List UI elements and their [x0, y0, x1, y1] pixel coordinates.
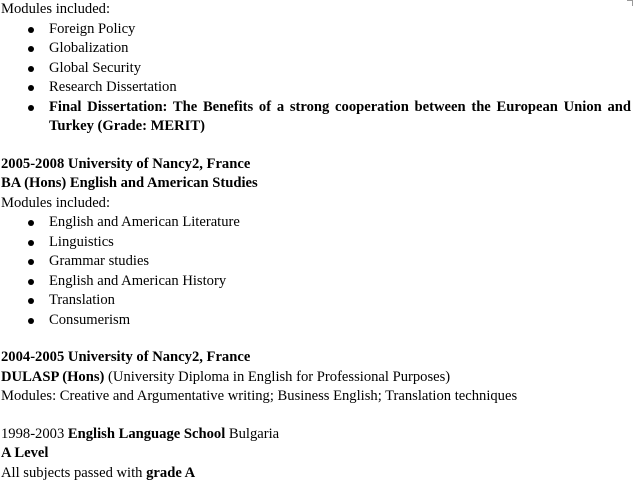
education-entry-header: [1, 155, 631, 175]
list-item: Consumerism: [1, 311, 631, 331]
entry-level: A Level: [1, 444, 631, 464]
modules-label: Modules included:: [1, 194, 631, 214]
entry-years: 1998-2003: [1, 426, 64, 442]
list-item: Translation: [1, 291, 631, 311]
entry-result: All subjects passed with grade A: [1, 464, 631, 483]
list-item: Foreign Policy: [1, 20, 631, 40]
modules-list-ma: [1, 20, 631, 137]
entry-years: 2005-2008: [1, 156, 64, 172]
list-item: Global Security: [1, 59, 631, 79]
modules-label: Modules included:: [1, 0, 631, 20]
list-item: Research Dissertation: [1, 78, 631, 98]
final-dissertation-item: Final Dissertation: The Benefits of a strong cooperation between the European Union and Turkey (Grade: MERIT): [1, 98, 631, 137]
entry-degree: DULASP (Hons) (University Diploma in English for Professional Purposes): [1, 368, 631, 388]
entry-institution: University of Nancy2, France: [68, 349, 250, 365]
entry-years: 2004-2005: [1, 349, 64, 365]
list-item: English and American History: [1, 272, 631, 292]
list-item: Linguistics: [1, 233, 631, 253]
entry-institution: English Language School: [68, 426, 225, 442]
list-item: Grammar studies: [1, 252, 631, 272]
entry-degree: BA (Hons) English and American Studies: [1, 174, 631, 194]
cv-education-section: [1, 0, 631, 483]
modules-list-ba: [1, 213, 631, 330]
list-item: English and American Literature: [1, 213, 631, 233]
entry-institution: University of Nancy2, France: [68, 156, 250, 172]
entry-location: Bulgaria: [229, 426, 279, 442]
page-corner-mark: [627, 0, 633, 6]
list-item: Globalization: [1, 39, 631, 59]
modules-line: Modules: Creative and Argumentative writing; Business English; Translation techniques: [1, 387, 631, 407]
education-entry-header: [1, 425, 631, 445]
education-entry-header: [1, 348, 631, 368]
